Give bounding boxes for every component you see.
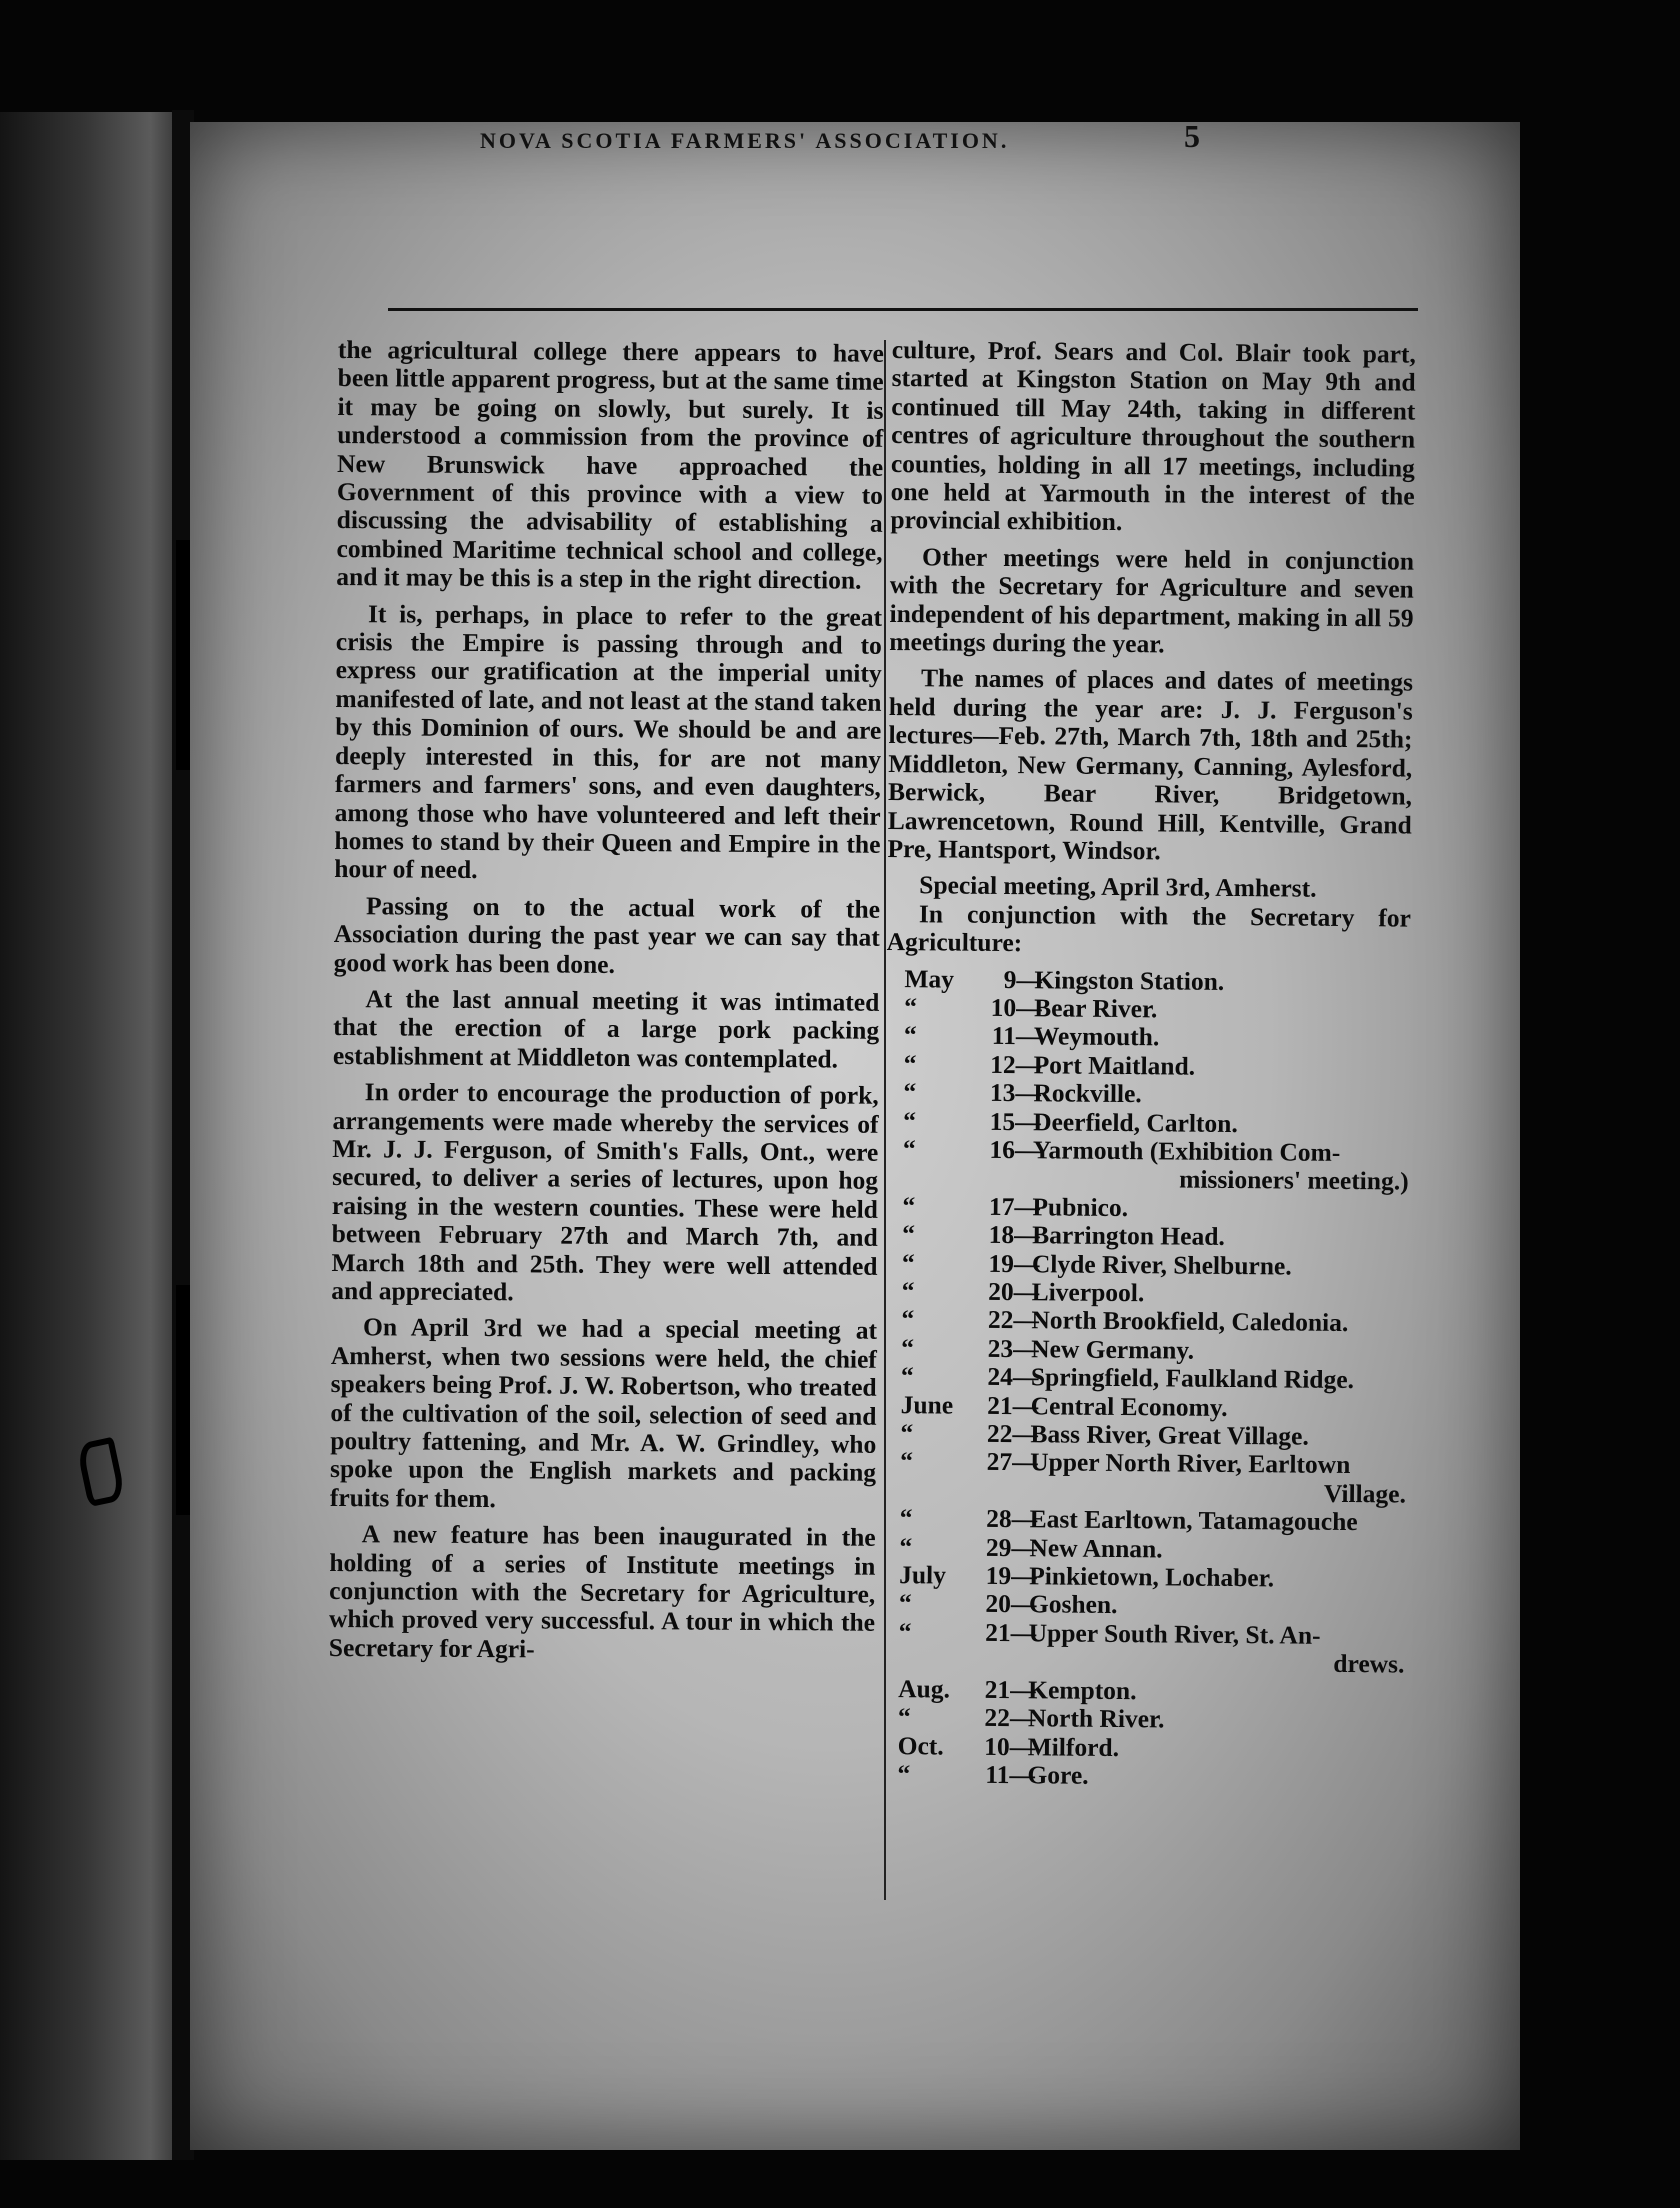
schedule-dash: —: [1012, 1390, 1039, 1420]
schedule-place-text: North River.: [1027, 1703, 1165, 1734]
schedule-place: [1028, 1619, 1404, 1679]
schedule-day: 16: [989, 1134, 1016, 1165]
schedule-day: 20: [985, 1589, 1012, 1619]
schedule-day: 22: [987, 1305, 1014, 1335]
schedule-day: 22: [984, 1702, 1011, 1733]
schedule-row: [883, 1362, 1407, 1395]
schedule-month: “: [901, 1276, 915, 1306]
schedule-row: [883, 1334, 1407, 1367]
schedule-dash: —: [1013, 1333, 1039, 1364]
schedule-dash: —: [1014, 1135, 1041, 1165]
schedule-dash: —: [1013, 1277, 1040, 1307]
schedule-place-text: Deerfield, Carlton.: [1033, 1106, 1238, 1138]
left-column: [329, 336, 884, 1674]
schedule-month: “: [901, 1247, 915, 1277]
right-paragraph: Special meeting, April 3rd, Amherst.: [919, 870, 1317, 904]
schedule-dash: —: [1015, 1021, 1042, 1051]
schedule-row: [884, 1220, 1408, 1253]
schedule-place-text: Bear River.: [1034, 993, 1158, 1024]
running-header-title: NOVA SCOTIA FARMERS' ASSOCIATION.: [480, 128, 1010, 153]
schedule-day: 29: [985, 1532, 1012, 1562]
schedule-dash: —: [1012, 1419, 1039, 1449]
left-paragraph: A new feature has been inaugurated in the holding of a series of Institute meetings in conjunction with the Secretary for Agriculture, which proved very successful. A tour in which the Secretary for Agri-: [328, 1519, 876, 1664]
schedule-place-text: Upper South River, St. An-: [1028, 1618, 1321, 1650]
schedule-place: [1030, 1449, 1406, 1509]
schedule-dash: —: [1016, 993, 1042, 1023]
schedule-month: May: [904, 963, 955, 994]
schedule-row: [885, 1107, 1409, 1140]
schedule-month: “: [903, 1020, 917, 1050]
schedule-dash: —: [1015, 1049, 1042, 1080]
schedule-day: 21: [984, 1674, 1011, 1704]
schedule-place-continuation: missioners' meeting.): [1179, 1164, 1409, 1196]
facing-page-edge: [0, 112, 188, 2160]
schedule-month: “: [897, 1702, 911, 1732]
left-paragraph: Passing on to the actual work of the Association during the past year we can say that good work has been done.: [333, 890, 881, 979]
left-paragraph: the agricultural college there appears to have been little apparent progress, but at the same time it may be going on slowly, but surely. It is understood a commission from the province of New Brunswick have approached the Government of this province with a view to discussing the advisability of establishing a combined Maritime technical school and college, and it may be this is a step in the right direction.: [336, 335, 884, 595]
schedule-month: “: [900, 1446, 914, 1476]
schedule-month: “: [899, 1531, 913, 1561]
schedule-row: [882, 1447, 1406, 1508]
schedule-place-text: New Annan.: [1029, 1532, 1163, 1564]
schedule-dash: —: [1012, 1362, 1039, 1392]
meeting-schedule: [879, 965, 1410, 1793]
schedule-month: “: [900, 1418, 914, 1448]
schedule-month: “: [897, 1759, 911, 1789]
schedule-place-text: Springfield, Faulkland Ridge.: [1030, 1362, 1355, 1395]
schedule-row: [884, 1277, 1408, 1310]
schedule-day: 21: [987, 1390, 1013, 1420]
schedule-day: 22: [986, 1418, 1013, 1449]
schedule-row: [886, 965, 1410, 998]
schedule-row: [886, 1050, 1410, 1083]
schedule-row: [881, 1561, 1405, 1594]
schedule-day: 18: [988, 1220, 1015, 1250]
schedule-row: [883, 1391, 1407, 1424]
right-column: [879, 336, 1416, 1793]
schedule-month: Aug.: [898, 1673, 951, 1704]
schedule-day: 19: [988, 1248, 1015, 1278]
schedule-place-text: Pubnico.: [1032, 1192, 1129, 1222]
schedule-row: [883, 1305, 1407, 1338]
schedule-row: [881, 1533, 1405, 1566]
schedule-place-text: Rockville.: [1033, 1078, 1142, 1109]
schedule-day: 10: [990, 992, 1017, 1023]
schedule-month: “: [903, 1077, 917, 1107]
schedule-dash: —: [1011, 1504, 1038, 1534]
schedule-day: 13: [989, 1078, 1016, 1108]
schedule-dash: —: [1015, 1106, 1041, 1136]
schedule-intro: In conjunction with the Secretary for Agriculture:: [886, 898, 1412, 958]
schedule-place-text: Port Maitland.: [1033, 1050, 1196, 1081]
page-number: 5: [1184, 118, 1200, 154]
schedule-place-text: North Brookfield, Caledonia.: [1031, 1305, 1349, 1338]
schedule-day: 28: [986, 1504, 1012, 1534]
schedule-month: “: [899, 1503, 913, 1533]
schedule-dash: —: [1013, 1248, 1040, 1278]
schedule-place-text: Kempton.: [1028, 1674, 1137, 1705]
schedule-dash: —: [1014, 1191, 1041, 1222]
gutter-shadow-lower: [176, 1285, 190, 1515]
schedule-day: 9: [1003, 964, 1017, 994]
schedule-dash: —: [1014, 1220, 1040, 1250]
schedule-dash: —: [1011, 1561, 1037, 1591]
schedule-month: Oct.: [897, 1730, 944, 1761]
schedule-row: [884, 1249, 1408, 1282]
schedule-row: [880, 1675, 1404, 1708]
schedule-day: 15: [989, 1106, 1016, 1136]
schedule-day: 27: [986, 1447, 1013, 1477]
schedule-place-text: Goshen.: [1028, 1589, 1118, 1620]
schedule-place-text: Bass River, Great Village.: [1030, 1419, 1309, 1451]
schedule-month: “: [903, 1105, 917, 1135]
schedule-month: “: [901, 1332, 915, 1363]
schedule-day: 10: [984, 1731, 1010, 1761]
schedule-month: “: [902, 1134, 916, 1164]
schedule-place-text: Central Economy.: [1030, 1390, 1228, 1422]
schedule-row: [881, 1589, 1405, 1622]
schedule-place-continuation: Village.: [1323, 1478, 1407, 1509]
right-paragraph: The names of places and dates of meetings held during the year are: J. J. Ferguson's lectures—Feb. 27th, March 7th, 18th and 25th; Middleton, New Germany, Canning, Aylesford, Berwick, Bear River, Bridgetown, Lawrencetown, Round Hill, Kentville, Grand Pre, Hantsport, Windsor.: [887, 663, 1414, 866]
left-paragraph: At the last annual meeting it was intimated that the erection of a large pork packing establishment at Middleton was contemplated.: [332, 984, 880, 1074]
right-paragraph: culture, Prof. Sears and Col. Blair took part, started at Kingston Station on May 9th and continued till May 24th, taking in different centres of agriculture throughout the southern counties, holding in all 17 meetings, including one held at Yarmouth in the interest of the provincial exhibition.: [890, 335, 1416, 537]
left-paragraph: It is, perhaps, in place to refer to the great crisis the Empire is passing through and to express our gratification at the imperial unity manifested of late, and not least at the stand taken by this Dominion of ours. We should be and are deeply interested in this, for are not many farmers and farmers' sons, and even daughters, among those who have volunteered and left their homes to stand by their Queen and Empire in the hour of need.: [334, 598, 883, 885]
header-rule: [388, 308, 1418, 311]
gutter-shadow-upper: [176, 540, 190, 770]
schedule-day: 24: [987, 1362, 1014, 1392]
schedule-place-text: Upper North River, Earltown: [1030, 1447, 1351, 1480]
schedule-place: [1033, 1136, 1409, 1196]
schedule-place-text: Clyde River, Shelburne.: [1031, 1248, 1292, 1281]
schedule-row: [879, 1760, 1403, 1793]
schedule-place-text: Gore.: [1027, 1760, 1089, 1790]
schedule-row: [880, 1618, 1404, 1679]
schedule-dash: —: [1010, 1589, 1037, 1619]
schedule-place: [1027, 1761, 1403, 1793]
schedule-dash: —: [1009, 1759, 1036, 1790]
schedule-day: 12: [990, 1049, 1016, 1079]
schedule-month: June: [900, 1389, 954, 1420]
schedule-month: “: [898, 1616, 912, 1647]
schedule-dash: —: [1011, 1532, 1038, 1562]
schedule-place-text: Kingston Station.: [1034, 964, 1225, 996]
schedule-dash: —: [1009, 1703, 1036, 1733]
schedule-month: “: [900, 1361, 914, 1391]
schedule-place-text: Barrington Head.: [1032, 1220, 1225, 1252]
schedule-place-continuation: drews.: [1333, 1649, 1405, 1679]
schedule-dash: —: [1010, 1674, 1036, 1704]
schedule-day: 20: [988, 1276, 1014, 1307]
schedule-dash: —: [1016, 964, 1043, 994]
schedule-place-text: Pinkietown, Lochaber.: [1029, 1561, 1275, 1593]
schedule-day: 11: [991, 1021, 1017, 1051]
schedule-row: [882, 1504, 1406, 1537]
schedule-month: “: [903, 1048, 917, 1078]
schedule-day: 21: [985, 1617, 1011, 1647]
schedule-month: “: [904, 992, 918, 1022]
schedule-row: [880, 1703, 1404, 1736]
schedule-place-text: Yarmouth (Exhibition Com-: [1032, 1135, 1341, 1167]
schedule-place-text: Liverpool.: [1031, 1277, 1145, 1308]
schedule-day: 17: [988, 1191, 1015, 1221]
schedule-row: [884, 1192, 1408, 1225]
schedule-dash: —: [1013, 1305, 1040, 1335]
left-paragraph: In order to encourage the production of pork, arrangements were made whereby the services of Mr. J. J. Ferguson, of Smith's Falls, Ont., were secured, to deliver a series of lectures, upon hog raising in the western counties. These were held between February 27th and March 7th, and March 18th and 25th. They were well attended and appreciated.: [331, 1077, 879, 1307]
schedule-row: [886, 993, 1410, 1026]
schedule-row: [880, 1731, 1404, 1764]
schedule-dash: —: [1009, 1731, 1036, 1761]
schedule-month: “: [898, 1588, 912, 1618]
right-paragraph: Other meetings were held in conjunction with the Secretary for Agriculture and seven independent of his department, making in all 59 meetings during the year.: [889, 542, 1415, 659]
schedule-row: [886, 1021, 1410, 1054]
schedule-dash: —: [1012, 1447, 1038, 1477]
left-paragraph: On April 3rd we had a special meeting at Amherst, when two sessions were held, the chief speakers being Prof. J. W. Robertson, who treated of the cultivation of the soil, selection of seed and poultry fattening, and Mr. A. W. Grindley, who spoke upon the English markets and packing fruits for them.: [329, 1312, 878, 1513]
schedule-place-text: Milford.: [1027, 1731, 1120, 1762]
schedule-month: July: [899, 1560, 947, 1590]
schedule-month: “: [902, 1219, 916, 1249]
schedule-row: [882, 1419, 1406, 1452]
schedule-place-text: East Earltown, Tatamagouche: [1029, 1504, 1358, 1537]
schedule-row: [885, 1078, 1409, 1111]
schedule-month: “: [901, 1304, 915, 1334]
schedule-dash: —: [1010, 1617, 1037, 1648]
schedule-row: [885, 1135, 1409, 1196]
schedule-day: 19: [985, 1560, 1012, 1591]
schedule-day: 23: [987, 1333, 1014, 1363]
schedule-place-text: New Germany.: [1031, 1334, 1195, 1365]
schedule-dash: —: [1015, 1078, 1042, 1108]
schedule-month: “: [902, 1190, 916, 1221]
schedule-day: 11: [985, 1759, 1010, 1789]
schedule-place-text: Weymouth.: [1033, 1021, 1160, 1052]
